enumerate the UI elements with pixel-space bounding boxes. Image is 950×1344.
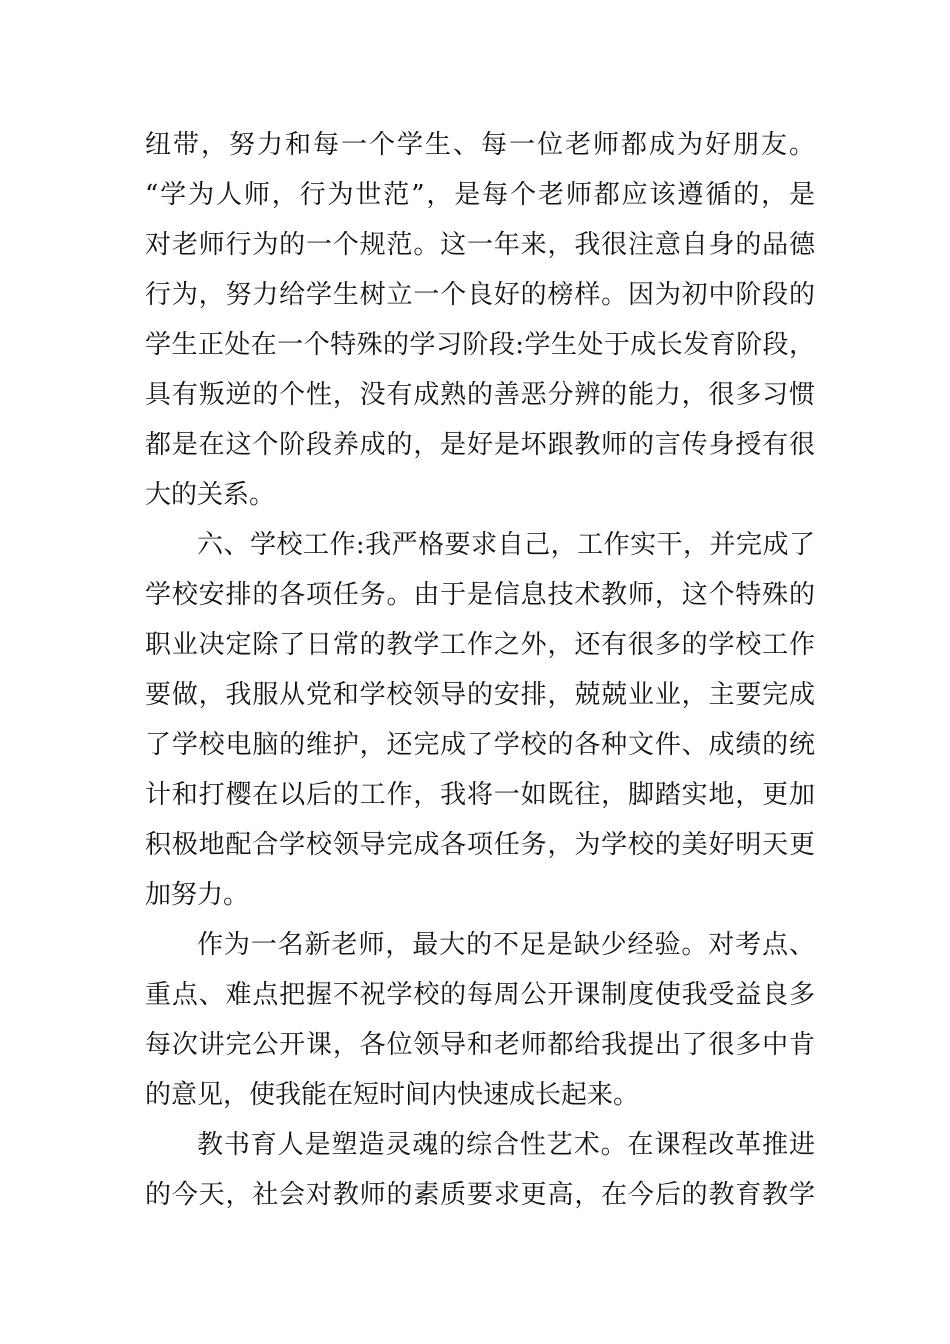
text-line: 每次讲完公开课，各位领导和老师都给我提出了很多中肯 xyxy=(145,1030,815,1060)
text-line: “学为人师，行为世范”，是每个老师都应该遵循的，是 xyxy=(145,180,815,210)
text-line: 教书育人是塑造灵魂的综合性艺术。在课程改革推进 xyxy=(197,1130,815,1160)
text-line: 的今天，社会对教师的素质要求更高，在今后的教育教学 xyxy=(145,1180,815,1210)
text-line: 加努力。 xyxy=(145,880,250,910)
text-line: 纽带，努力和每一个学生、每一位老师都成为好朋友。 xyxy=(145,130,815,160)
text-line: 具有叛逆的个性，没有成熟的善恶分辨的能力，很多习惯 xyxy=(145,380,815,410)
text-line: 了学校电脑的维护，还完成了学校的各种文件、成绩的统 xyxy=(145,730,815,760)
text-line: 重点、难点把握不祝学校的每周公开课制度使我受益良多 xyxy=(145,980,815,1010)
text-line: 行为，努力给学生树立一个良好的榜样。因为初中阶段的 xyxy=(145,280,815,310)
text-line: 积极地配合学校领导完成各项任务，为学校的美好明天更 xyxy=(145,830,815,860)
text-line: 计和打樱在以后的工作，我将一如既往，脚踏实地，更加 xyxy=(145,780,815,810)
text-line: 职业决定除了日常的教学工作之外，还有很多的学校工作 xyxy=(145,630,815,660)
text-line: 对老师行为的一个规范。这一年来，我很注意自身的品德 xyxy=(145,230,815,260)
text-line: 学校安排的各项任务。由于是信息技术教师，这个特殊的 xyxy=(145,580,815,610)
text-line: 大的关系。 xyxy=(145,480,276,510)
text-line: 都是在这个阶段养成的，是好是坏跟教师的言传身授有很 xyxy=(145,430,815,460)
text-line: 六、学校工作:我严格要求自己，工作实干，并完成了 xyxy=(197,530,815,560)
document-body xyxy=(145,120,815,1220)
text-line: 学生正处在一个特殊的学习阶段:学生处于成长发育阶段， xyxy=(145,330,815,360)
text-line: 的意见，使我能在短时间内快速成长起来。 xyxy=(145,1080,640,1110)
text-line: 作为一名新老师，最大的不足是缺少经验。对考点、 xyxy=(197,930,815,960)
text-line: 要做，我服从党和学校领导的安排，兢兢业业，主要完成 xyxy=(145,680,815,710)
